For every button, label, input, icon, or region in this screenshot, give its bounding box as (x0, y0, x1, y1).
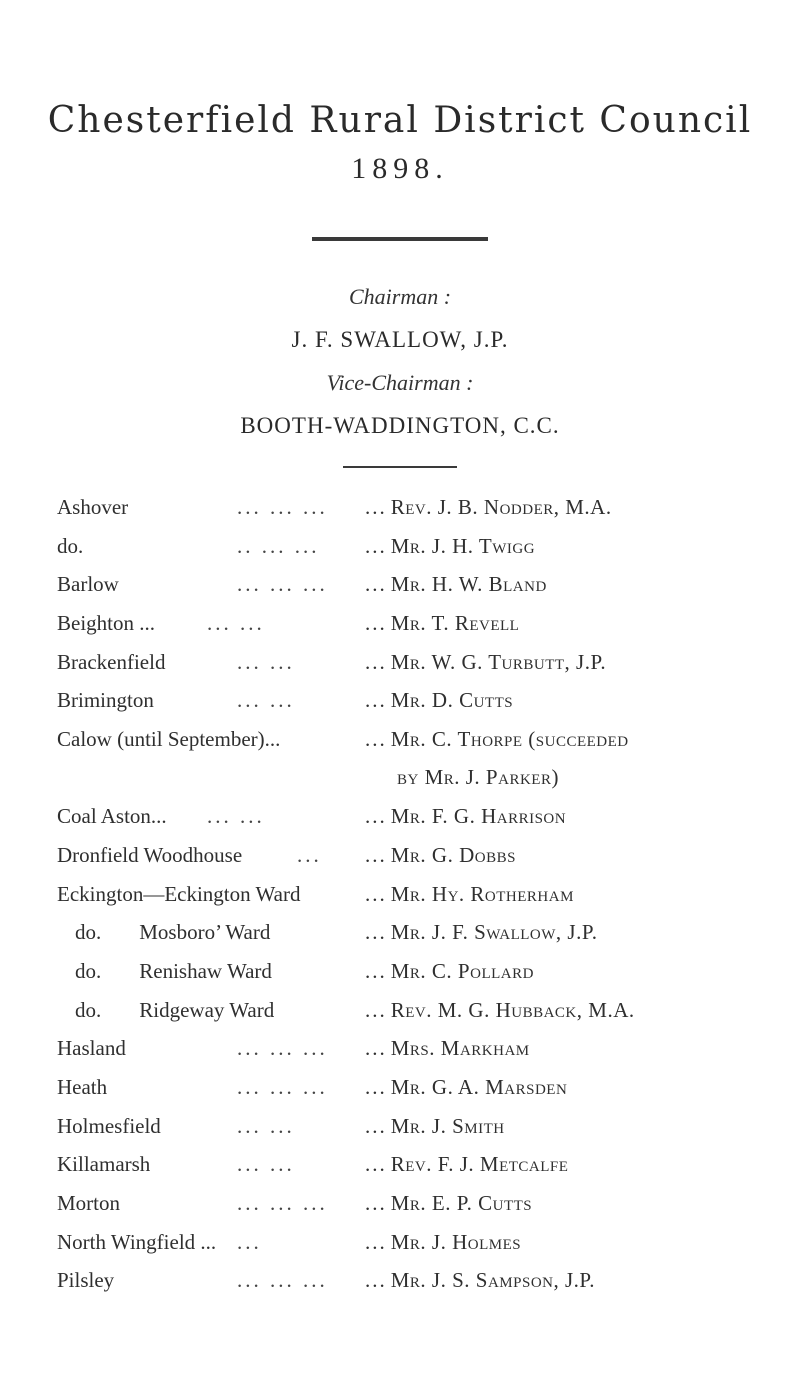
dot-leader: ... ... (237, 1113, 295, 1138)
parish-name: Coal Aston... (57, 804, 167, 829)
member-name: ... Mr. W. G. Turbutt, J.P. (365, 649, 607, 674)
dot-leader: ... ... ... (237, 1191, 328, 1215)
member-name: ... Mr. J. F. Swallow, J.P. (365, 920, 598, 945)
member-leader-dots: ... (365, 920, 387, 945)
member-list (57, 494, 787, 1306)
parish-name: do. Mosboro’ Ward (75, 920, 271, 945)
document-year: 1898. (351, 152, 449, 185)
ward-name: Mosboro’ Ward (139, 920, 271, 945)
dot-leader: ... ... ... (237, 495, 328, 519)
member-name-continued: by Mr. J. Parker) (397, 765, 559, 790)
member-name: ... Mr. T. Revell (365, 611, 520, 636)
member-name: ... Mr. D. Cutts (365, 688, 514, 713)
member-leader-dots: ... (365, 727, 387, 752)
member-row (57, 533, 787, 572)
member-row (57, 1113, 787, 1152)
parish-name: Ashover (57, 495, 129, 519)
parish-name: Pilsley (57, 1268, 115, 1293)
page-title: Chesterfield Rural District Council (47, 100, 753, 141)
parish-name: Brimington (57, 688, 154, 713)
member-leader-dots: ... (365, 804, 387, 829)
parish-name: Morton (57, 1191, 120, 1215)
member-row (57, 610, 787, 649)
member-row (57, 1074, 787, 1113)
member-row (57, 649, 787, 688)
member-name: ... Mr. E. P. Cutts (365, 1191, 533, 1215)
member-name: ... Mr. G. A. Marsden (365, 1074, 568, 1099)
member-leader-dots: ... (365, 533, 387, 558)
dot-leader: ... ... ... (237, 572, 328, 597)
parish-name: Killamarsh (57, 1152, 151, 1177)
member-name: ... Mr. F. G. Harrison (365, 804, 567, 829)
member-row (57, 842, 787, 881)
parish-name: Heath (57, 1074, 108, 1099)
member-leader-dots: ... (365, 611, 387, 636)
member-row (57, 571, 787, 610)
member-row (57, 1190, 787, 1229)
member-leader-dots: ... (365, 997, 387, 1022)
dot-leader: ... (237, 1229, 262, 1254)
member-leader-dots: ... (365, 1074, 387, 1099)
parish-name: do. Ridgeway Ward (75, 997, 275, 1022)
dot-leader: ... (297, 842, 322, 867)
member-leader-dots: ... (365, 1036, 387, 1061)
member-leader-dots: ... (365, 1229, 387, 1254)
ward-name: Renishaw Ward (139, 958, 272, 983)
member-name: ... Mr. C. Thorpe (succeeded (365, 727, 629, 752)
dot-leader: ... ... (207, 804, 265, 829)
member-leader-dots: ... (365, 495, 387, 519)
member-row (57, 494, 787, 533)
member-name: ... Mr. C. Pollard (365, 958, 534, 983)
section-divider (343, 466, 457, 468)
parish-name: Eckington—Eckington Ward (57, 881, 301, 906)
member-row (57, 958, 787, 997)
member-leader-dots: ... (365, 1113, 387, 1138)
dot-leader: ... ... (237, 1152, 295, 1177)
parish-name: Barlow (57, 572, 119, 597)
member-leader-dots: ... (365, 572, 387, 597)
parish-name: North Wingfield ... (57, 1229, 217, 1254)
member-name: ... Mr. J. Smith (365, 1113, 505, 1138)
dot-leader: .. ... ... (237, 533, 320, 558)
member-row (57, 997, 787, 1036)
member-name: ... Mr. H. W. Bland (365, 572, 547, 597)
member-row (57, 881, 787, 920)
member-name: ... Rev. M. G. Hubback, M.A. (365, 997, 635, 1022)
dot-leader: ... ... ... (237, 1036, 328, 1061)
member-name: ... Mr. J. Holmes (365, 1229, 522, 1254)
member-name: ... Rev. J. B. Nodder, M.A. (365, 495, 612, 519)
parish-name: Beighton ... (57, 611, 155, 636)
vice-chairman-name: BOOTH-WADDINGTON, C.C. (240, 413, 560, 438)
dot-leader: ... ... ... (237, 1074, 328, 1099)
chairman-label: Chairman : (348, 284, 452, 309)
member-row (57, 803, 787, 842)
member-leader-dots: ... (365, 958, 387, 983)
parish-name: Calow (until September)... (57, 727, 281, 752)
member-name: ... Mr. J. S. Sampson, J.P. (365, 1268, 596, 1293)
chairman-name: J. F. SWALLOW, J.P. (291, 327, 509, 352)
dot-leader: ... ... ... (237, 1268, 328, 1293)
member-leader-dots: ... (365, 842, 387, 867)
parish-name: Holmesfield (57, 1113, 161, 1138)
member-row (57, 1229, 787, 1268)
member-row (57, 1035, 787, 1074)
member-leader-dots: ... (365, 1152, 387, 1177)
dot-leader: ... ... (237, 649, 295, 674)
parish-name: do. Renishaw Ward (75, 958, 272, 983)
parish-name: Hasland (57, 1036, 126, 1061)
parish-name: Brackenfield (57, 649, 166, 674)
member-row (57, 687, 787, 726)
member-row (57, 1267, 787, 1306)
member-leader-dots: ... (365, 649, 387, 674)
member-row (57, 1151, 787, 1190)
member-row (57, 919, 787, 958)
dot-leader: ... ... (237, 688, 295, 713)
dot-leader: ... ... (207, 611, 265, 636)
member-row (57, 726, 787, 803)
member-leader-dots: ... (365, 881, 387, 906)
member-name: ... Mr. J. H. Twigg (365, 533, 536, 558)
member-name: ... Mr. Hy. Rotherham (365, 881, 574, 906)
parish-name: do. (57, 533, 84, 558)
member-leader-dots: ... (365, 688, 387, 713)
member-name: ... Mr. G. Dobbs (365, 842, 516, 867)
decorative-rule (312, 237, 488, 241)
parish-name: Dronfield Woodhouse (57, 842, 243, 867)
member-leader-dots: ... (365, 1191, 387, 1215)
ward-name: Ridgeway Ward (139, 997, 275, 1022)
vice-chairman-label: Vice-Chairman : (326, 370, 474, 395)
member-name: ... Rev. F. J. Metcalfe (365, 1152, 569, 1177)
member-leader-dots: ... (365, 1268, 387, 1293)
member-name: ... Mrs. Markham (365, 1036, 530, 1061)
